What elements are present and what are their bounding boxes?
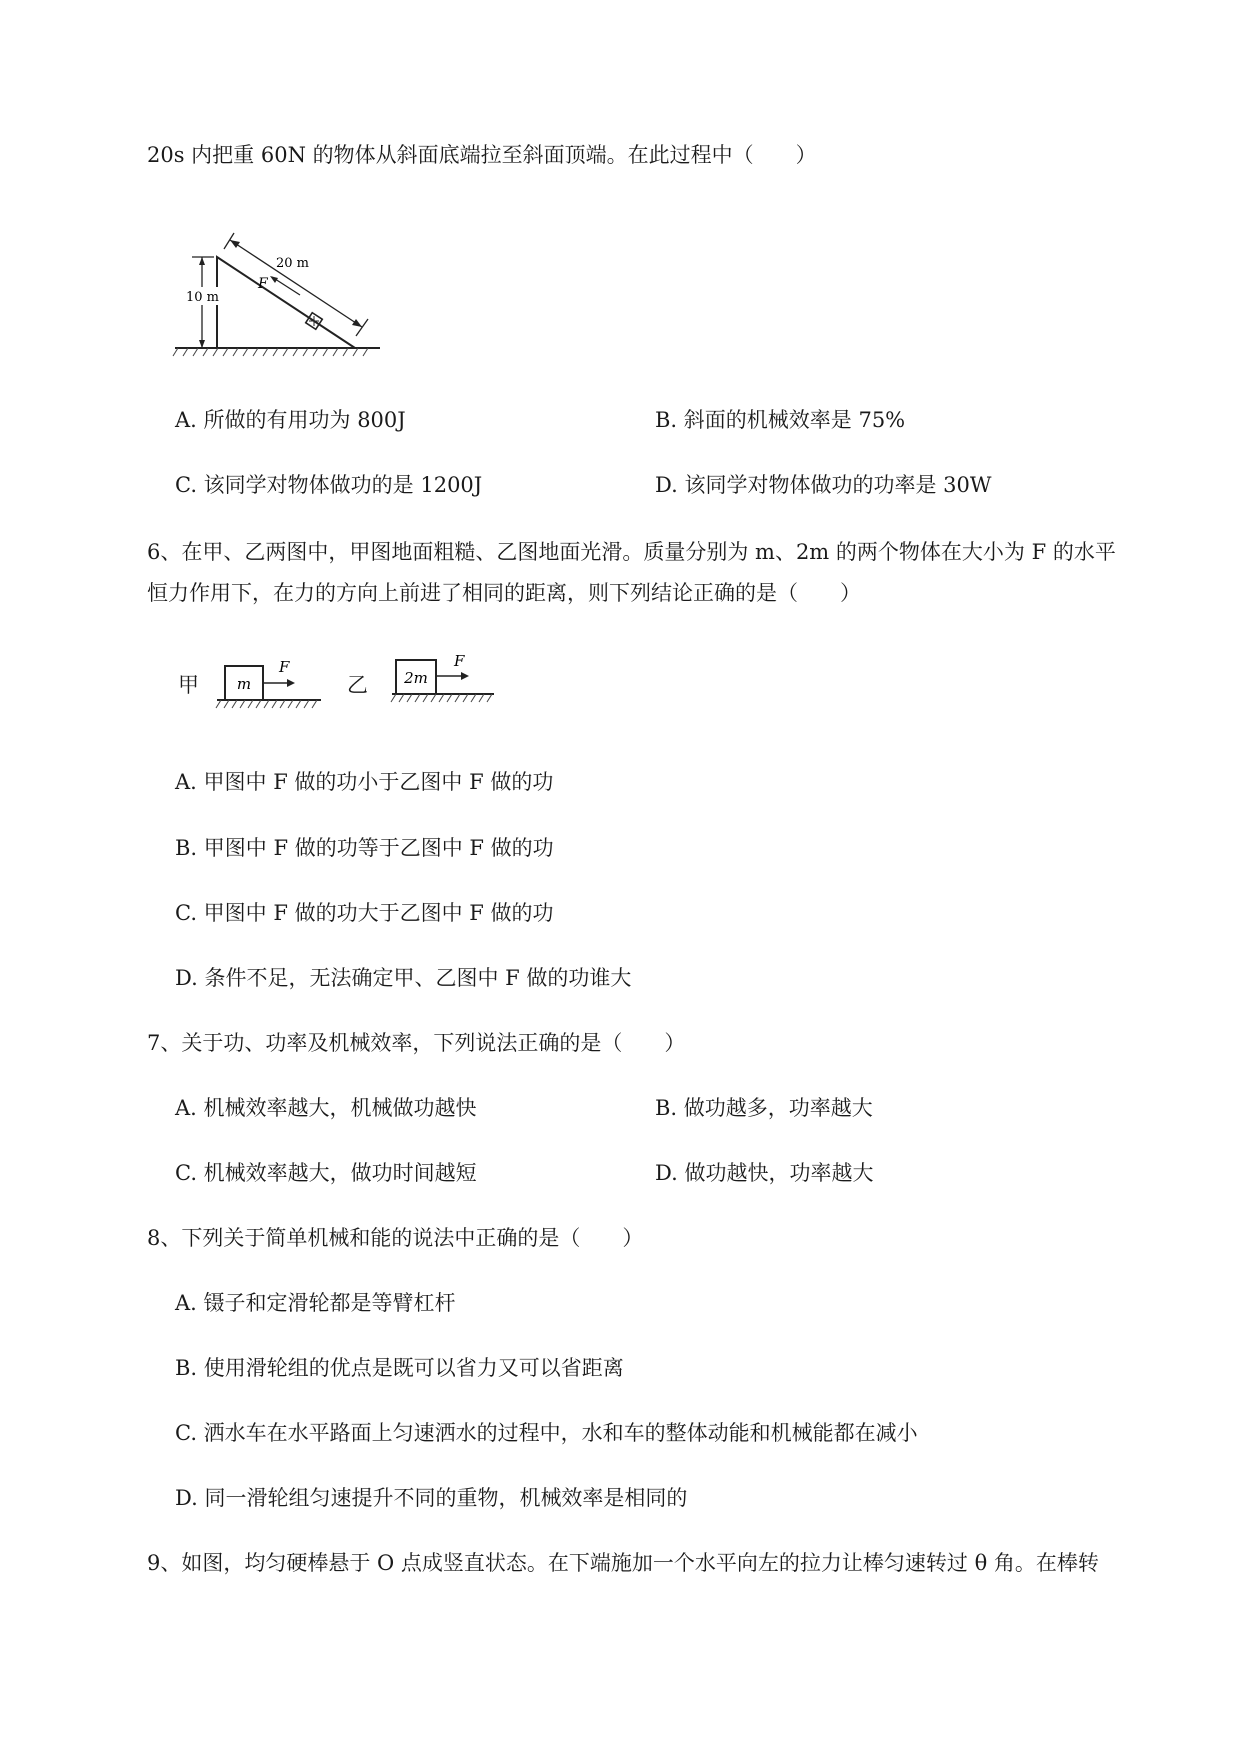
length-dimension	[224, 233, 368, 336]
q5-option-d[interactable]: D. 该同学对物体做功的功率是 30W	[655, 473, 992, 497]
incline-ground	[173, 348, 380, 356]
mass-label-2m: 2m	[404, 669, 428, 687]
block-on-incline	[306, 313, 323, 330]
force-label: F	[258, 276, 268, 292]
q7-option-d[interactable]: D. 做功越快，功率越大	[655, 1161, 874, 1185]
q9-stem-line1: 9、如图，均匀硬棒悬于 O 点成竖直状态。在下端施加一个水平向左的拉力让棒匀速转过 θ 角。在棒转	[147, 1551, 1099, 1575]
q6-option-b[interactable]: B. 甲图中 F 做的功等于乙图中 F 做的功	[175, 836, 554, 860]
length-label: 20 m	[276, 256, 310, 271]
q6-option-c[interactable]: C. 甲图中 F 做的功大于乙图中 F 做的功	[175, 901, 554, 925]
height-label: 10 m	[186, 290, 220, 305]
q5-option-b[interactable]: B. 斜面的机械效率是 75%	[655, 408, 906, 432]
force-arrow	[270, 276, 300, 295]
label-jia: 甲	[178, 673, 199, 697]
q8-option-c[interactable]: C. 洒水车在水平路面上匀速洒水的过程中，水和车的整体动能和机械能都在减小	[175, 1421, 918, 1445]
q8-option-a[interactable]: A. 镊子和定滑轮都是等臂杠杆	[175, 1291, 456, 1315]
q6-option-a[interactable]: A. 甲图中 F 做的功小于乙图中 F 做的功	[175, 770, 554, 794]
block-figure-jia	[215, 650, 335, 720]
q8-option-b[interactable]: B. 使用滑轮组的优点是既可以省力又可以省距离	[175, 1356, 624, 1380]
q7-option-b[interactable]: B. 做功越多，功率越大	[655, 1096, 873, 1120]
q8-stem: 8、下列关于简单机械和能的说法中正确的是（ ）	[147, 1226, 644, 1250]
q5-option-a[interactable]: A. 所做的有用功为 800J	[175, 408, 406, 432]
incline-figure	[170, 225, 390, 365]
force-label-yi: F	[454, 652, 465, 670]
q8-option-d[interactable]: D. 同一滑轮组匀速提升不同的重物，机械效率是相同的	[175, 1486, 688, 1510]
label-yi: 乙	[347, 673, 368, 697]
q6-option-d[interactable]: D. 条件不足，无法确定甲、乙图中 F 做的功谁大	[175, 966, 632, 990]
force-label-jia: F	[279, 658, 290, 676]
mass-label-m: m	[236, 675, 252, 693]
q7-option-c[interactable]: C. 机械效率越大，做功时间越短	[175, 1161, 477, 1185]
q7-stem: 7、关于功、功率及机械效率，下列说法正确的是（ ）	[147, 1031, 686, 1055]
q7-option-a[interactable]: A. 机械效率越大，机械做功越快	[175, 1096, 477, 1120]
q6-stem-line1: 6、在甲、乙两图中，甲图地面粗糙、乙图地面光滑。质量分别为 m、2m 的两个物体在大小为 F 的水平	[147, 540, 1116, 564]
block-figure-yi	[390, 650, 510, 720]
q5-option-c[interactable]: C. 该同学对物体做功的是 1200J	[175, 473, 483, 497]
q5-stem-tail: 20s 内把重 60N 的物体从斜面底端拉至斜面顶端。在此过程中（ ）	[147, 143, 817, 167]
q6-stem-line2: 恒力作用下，在力的方向上前进了相同的距离，则下列结论正确的是（ ）	[147, 581, 861, 605]
